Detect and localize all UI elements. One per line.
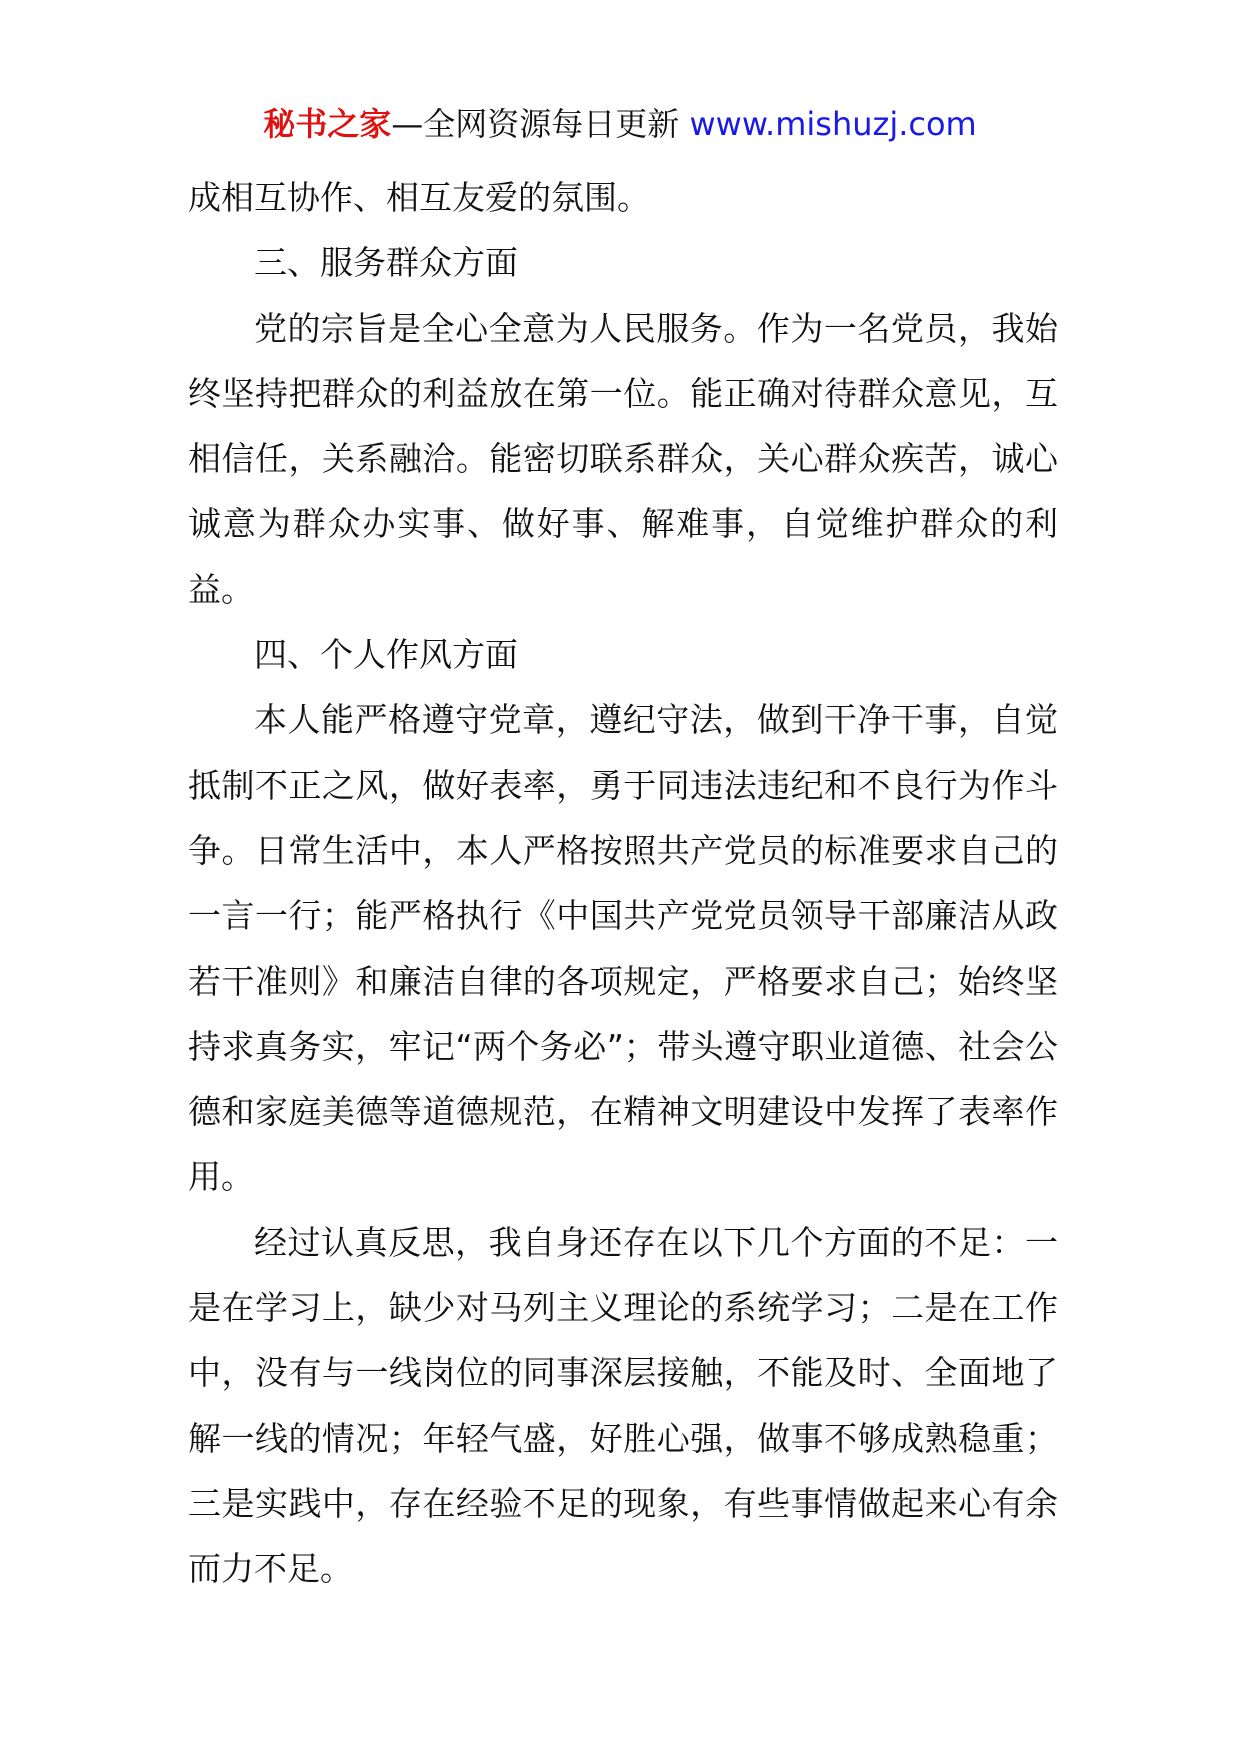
section-heading-service: 三、服务群众方面 [254,243,518,283]
header-tagline: —全网资源每日更新 [391,105,680,143]
paragraph-continuation: 成相互协作、相互友爱的氛围。 [188,178,650,217]
paragraph-service: 党的宗旨是全心全意为人民服务。作为一名党员，我始终坚持把群众的利益放在第一位。能正确对待群众意见，互相信任，关系融洽。能密切联系群众，关心群众疾苦，诚心诚意为群众办实事、做好事、解难事，自觉维护群众的利益。 [188,308,1058,609]
paragraph-conduct: 本人能严格遵守党章，遵纪守法，做到干净干事，自觉抵制不正之风，做好表率，勇于同违法违纪和不良行为作斗争。日常生活中，本人严格按照共产党员的标准要求自己的一言一行；能严格执行《中国共产党党员领导干部廉洁从政若干准则》和廉洁自律的各项规定，严格要求自己；始终坚持求真务实，牢记“两个务必”；带头遵守职业道德、社会公德和家庭美德等道德规范，在精神文明建设中发挥了表率作用。 [188,700,1058,1197]
site-url-link[interactable]: www.mishuzj.com [689,105,977,143]
document-body [188,165,1058,1602]
paragraph-shortcomings: 经过认真反思，我自身还存在以下几个方面的不足：一是在学习上，缺少对马列主义理论的系统学习；二是在工作中，没有与一线岗位的同事深层接触，不能及时、全面地了解一线的情况；年轻气盛，好胜心强，做事不够成熟稳重；三是实践中，存在经验不足的现象，有些事情做起来心有余而力不足。 [188,1222,1058,1589]
section-heading-conduct: 四、个人作风方面 [254,635,518,675]
brand-name: 秘书之家 [263,105,392,143]
page-header [0,100,1240,148]
